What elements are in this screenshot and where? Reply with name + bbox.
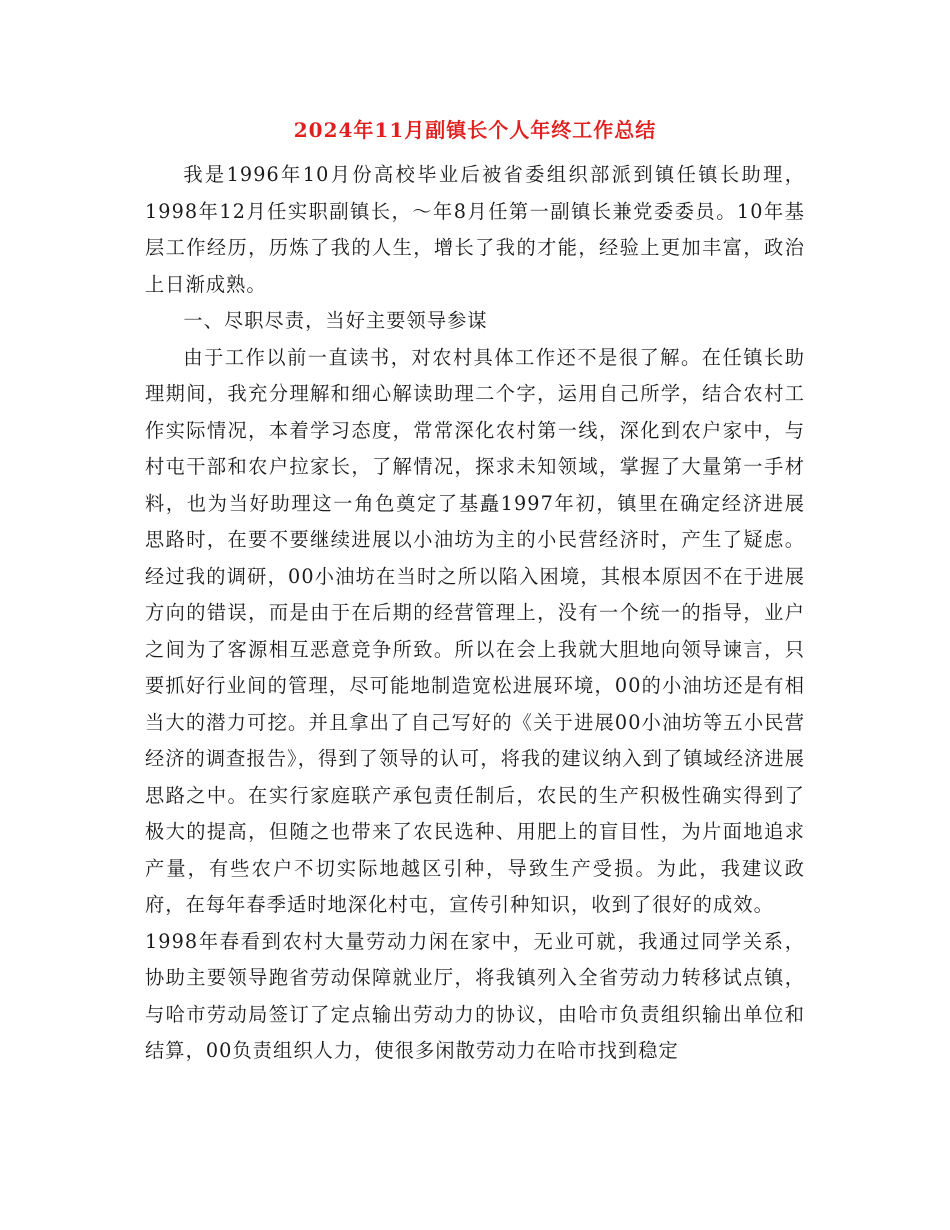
paragraph-section-one: 由于工作以前一直读书，对农村具体工作还不是很了解。在任镇长助理期间，我充分理解和细心解读助理二个字，运用自己所学，结合农村工作实际情况，本着学习态度，常常深化农村第一线，深化到农户家中，与村屯干部和农户拉家长，了解情况，探求未知领域，掌握了大量第一手材料，也为当好助理这一角色奠定了基矗1997年初，镇里在确定经济进展思路时，在要不要继续进展以小油坊为主的小民营经济时，产生了疑虑。经过我的调研，00小油坊在当时之所以陷入困境，其根本原因不在于进展方向的错误，而是由于在后期的经营管理上，没有一个统一的指导，业户之间为了客源相互恶意竞争所致。所以在会上我就大胆地向领导谏言，只要抓好行业间的管理，尽可能地制造宽松进展环境，00的小油坊还是有相当大的潜力可挖。并且拿出了自己写好的《关于进展00小油坊等五小民营经济的调查报告》，得到了领导的认可，将我的建议纳入到了镇域经济进展思路之中。在实行家庭联产承包责任制后，农民的生产积极性确实得到了极大的提高，但随之也带来了农民选种、用肥上的盲目性，为片面地追求产量，有些农户不切实际地越区引种，导致生产受损。为此，我建议政府，在每年春季适时地深化村屯，宣传引种知识，收到了很好的成效。 <box>145 345 805 916</box>
document-body <box>145 157 805 1070</box>
paragraph-intro: 我是1996年10月份高校毕业后被省委组织部派到镇任镇长助理，1998年12月任实职副镇长，～年8月任第一副镇长兼党委委员。10年基层工作经历，历炼了我的人生，增长了我的才能，经验上更加丰富，政治上日渐成熟。 <box>145 163 805 296</box>
paragraph-labor-transfer: 1998年春看到农村大量劳动力闲在家中，无业可就，我通过同学关系，协助主要领导跑省劳动保障就业厅，将我镇列入全省劳动力转移试点镇，与哈市劳动局签订了定点输出劳动力的协议，由哈市负责组织输出单位和结算，00负责组织人力，使很多闲散劳动力在哈市找到稳定 <box>145 929 805 1062</box>
section-heading: 一、尽职尽责，当好主要领导参谋 <box>183 309 488 332</box>
document-title: 2024年11月副镇长个人年终工作总结 <box>293 118 657 142</box>
